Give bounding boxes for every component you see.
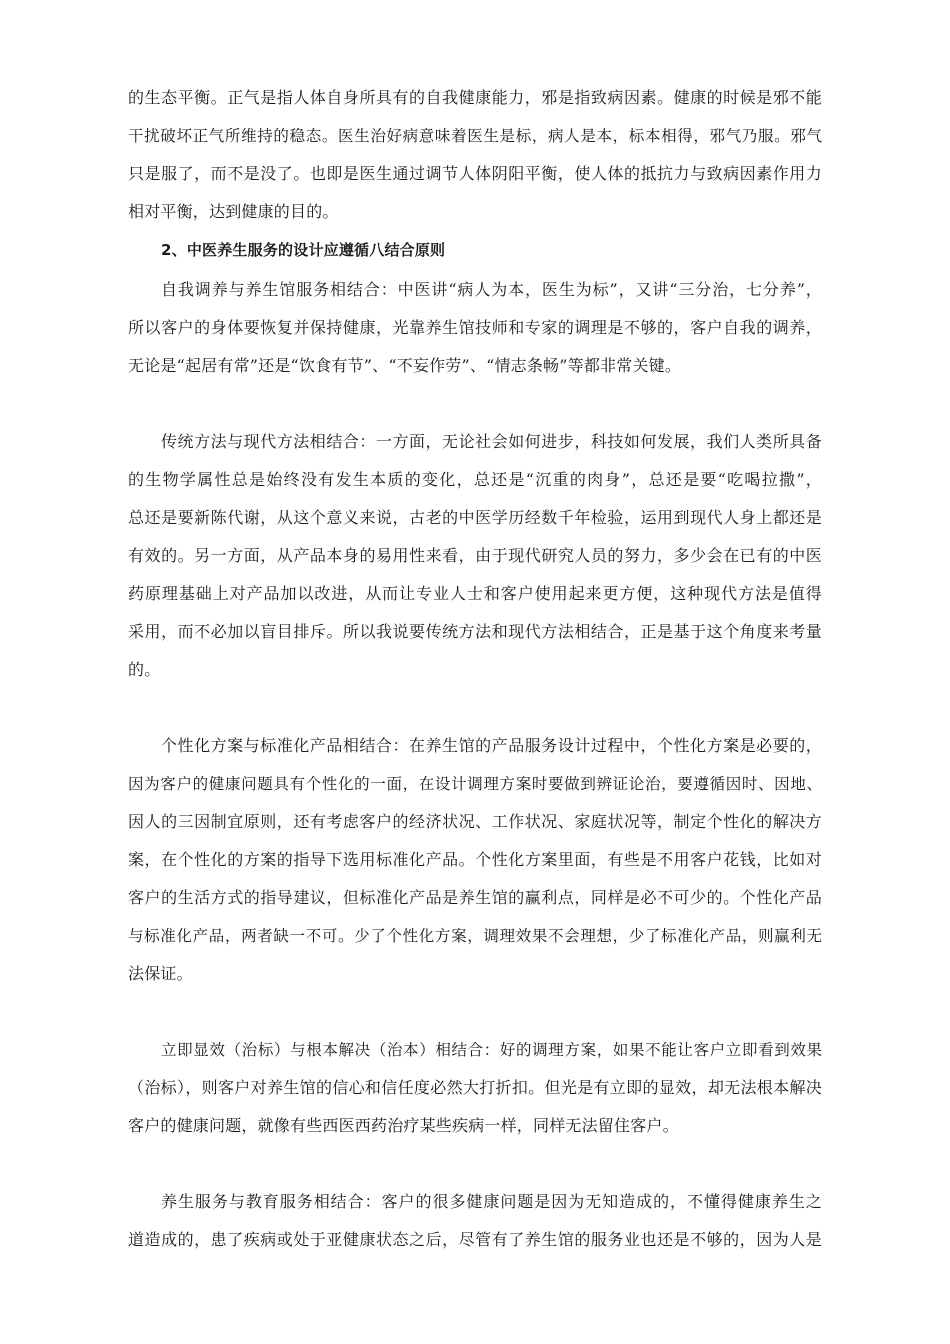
text-line: 的生态平衡。正气是指人体自身所具有的自我健康能力，邪是指致病因素。健康的时候是邪不能 (128, 88, 822, 107)
text-line: 与标准化产品，两者缺一不可。少了个性化方案，调理效果不会理想，少了标准化产品，则赢利无 (128, 927, 822, 945)
text-line: 立即显效（治标）与根本解决（治本）相结合：好的调理方案，如果不能让客户立即看到效果 (161, 1041, 822, 1059)
text-line: 药原理基础上对产品加以改进，从而让专业人士和客户使用起来更方便，这种现代方法是值得 (128, 584, 822, 603)
text-line: 客户的健康问题，就像有些西医西药治疗某些疾病一样，同样无法留住客户。 (128, 1116, 679, 1135)
text-line: 干扰破坏正气所维持的稳态。医生治好病意味着医生是标，病人是本，标本相得，邪气乃服。邪气 (128, 127, 822, 145)
text-line: 相对平衡，达到健康的目的。 (128, 202, 339, 221)
text-line: 因人的三因制宜原则，还有考虑客户的经济状况、工作状况、家庭状况等，制定个性化的解决方 (128, 812, 822, 831)
text-line: 无论是“起居有常”还是“饮食有节”、“不妄作劳”、“情志条畅”等都非常关键。 (128, 356, 682, 375)
text-line: 个性化方案与标准化产品相结合：在养生馆的产品服务设计过程中，个性化方案是必要的， (161, 736, 822, 755)
text-line: 总还是要新陈代谢，从这个意义来说，古老的中医学历经数千年检验，运用到现代人身上都还是 (128, 508, 822, 527)
text-line: 道造成的，患了疾病或处于亚健康状态之后，尽管有了养生馆的服务业也还是不够的，因为人是 (128, 1230, 822, 1249)
text-line: 客户的生活方式的指导建议，但标准化产品是养生馆的赢利点，同样是必不可少的。个性化产品 (128, 888, 822, 907)
text-line: 的生物学属性总是始终没有发生本质的变化，总还是“沉重的肉身”，总还是要“吃喝拉撒”， (128, 470, 822, 489)
text-line: 只是服了，而不是没了。也即是医生通过调节人体阴阳平衡，使人体的抵抗力与致病因素作用力 (128, 164, 822, 183)
section-heading: 2、中医养生服务的设计应遵循八结合原则 (161, 241, 446, 259)
text-line: 自我调养与养生馆服务相结合：中医讲“病人为本，医生为标”，又讲“三分治，七分养”， (161, 280, 822, 299)
text-line: 案，在个性化的方案的指导下选用标准化产品。个性化方案里面，有些是不用客户花钱，比如对 (128, 850, 822, 869)
text-line: 所以客户的身体要恢复并保持健康，光靠养生馆技师和专家的调理是不够的，客户自我的调养， (128, 318, 822, 337)
text-line: 有效的。另一方面，从产品本身的易用性来看，由于现代研究人员的努力，多少会在已有的中医 (128, 546, 822, 565)
text-line: 的。 (128, 660, 161, 679)
text-line: 养生服务与教育服务相结合：客户的很多健康问题是因为无知造成的，不懂得健康养生之 (161, 1192, 822, 1211)
text-line: 法保证。 (128, 964, 193, 983)
text-line: （治标），则客户对养生馆的信心和信任度必然大打折扣。但光是有立即的显效，却无法根本解决 (128, 1078, 822, 1097)
text-line: 传统方法与现代方法相结合：一方面，无论社会如何进步，科技如何发展，我们人类所具备 (161, 432, 822, 451)
text-line: 采用，而不必加以盲目排斥。所以我说要传统方法和现代方法相结合，正是基于这个角度来考量 (128, 622, 822, 641)
text-line: 因为客户的健康问题具有个性化的一面，在设计调理方案时要做到辨证论治，要遵循因时、因地、 (128, 775, 822, 793)
